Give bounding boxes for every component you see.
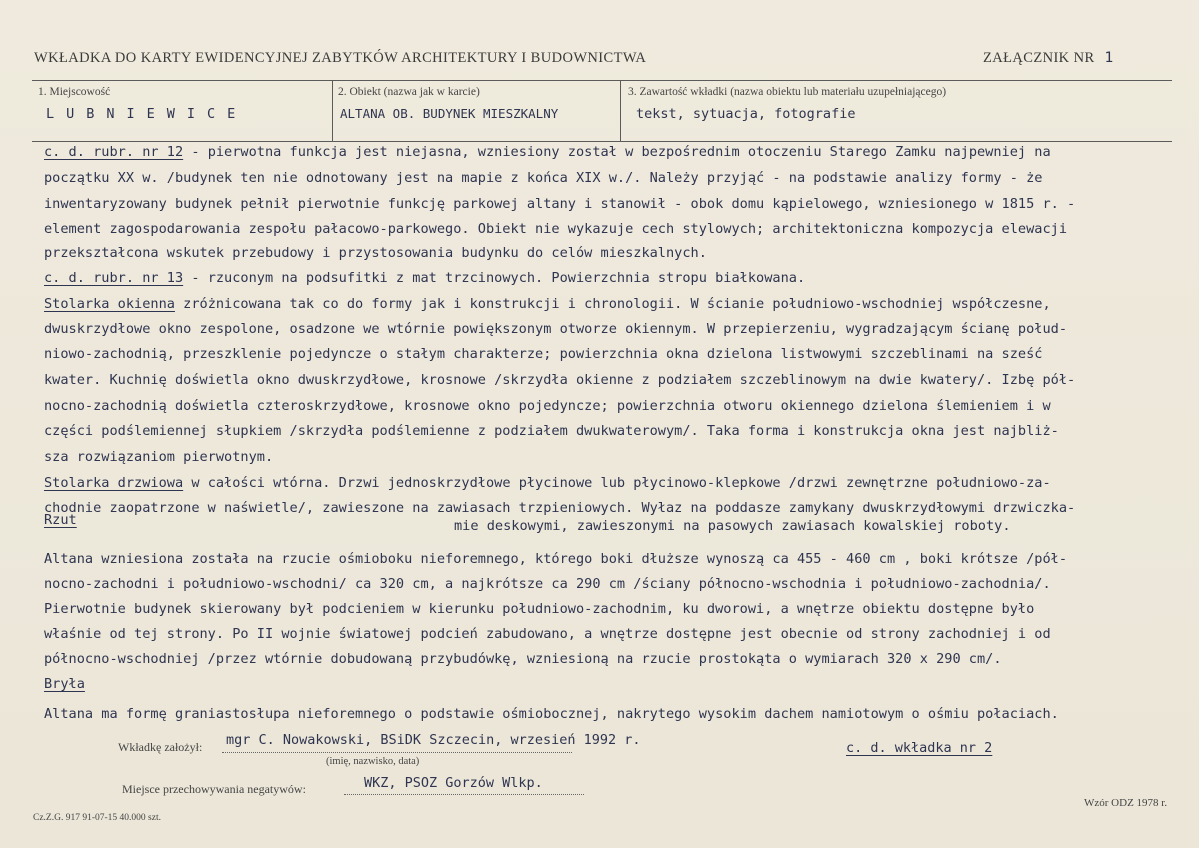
text-line: północno-wschodniej /przez wtórnie dobudowaną przybudówkę, wzniesioną na rzucie prostokąta o wymiarach 320 x 290 cm/. [44, 651, 1002, 667]
divider [332, 80, 333, 142]
text-line: nocno-zachodni i południowo-wschodni/ ca 320 cm, a najkrótsze ca 290 cm /ściany północno-wschodnia i południowo-zachodnia/. [44, 576, 1051, 592]
text-line: element zagospodarowania zespołu pałacowo-parkowego. Obiekt nie wykazuje cech stylowych; architektoniczna kompozycja elewacji [44, 221, 1068, 237]
negatives-value: WKZ, PSOZ Gorzów Wlkp. [364, 775, 543, 791]
negatives-label: Miejsce przechowywania negatywów: [122, 782, 306, 796]
form-code: Wzór ODZ 1978 r. [1084, 797, 1168, 809]
continue-note: c. d. wkładka nr 2 [846, 740, 993, 756]
content-label: 3. Zawartość wkładki (nazwa obiektu lub materiału uzupełniającego) [628, 86, 947, 98]
negatives-line [344, 794, 584, 795]
author-label: Wkładkę założył: [118, 740, 203, 754]
section-heading-text: Rzut [44, 512, 77, 528]
object-value: ALTANA OB. BUDYNEK MIESZKALNY [340, 106, 559, 121]
text-span: - pierwotna funkcja jest niejasna, wzniesiony został w bezpośrednim otoczeniu Starego Zamku najpewniej na [183, 144, 1051, 160]
text-line: mie deskowymi, zawieszonymi na pasowych zawiasach kowalskiej roboty. [454, 518, 1011, 534]
section-heading: c. d. rubr. nr 13 [44, 270, 184, 286]
text-line: początku XX w. /budynek ten nie odnotowany jest na mapie z końca XIX w./. Należy przyjąć - na podstawie analizy formy - że [44, 170, 1043, 186]
text-line: chodnie zaopatrzone w naświetle/, zawieszone na zawiasach trzpieniowych. Wyłaz na poddasze zamykany dwuskrzydłowymi drzwiczka- [44, 500, 1076, 516]
section-heading: Stolarka drzwiowa [44, 475, 184, 491]
author-hint: (imię, nazwisko, data) [326, 756, 420, 767]
print-code: Cz.Z.G. 917 91-07-15 40.000 szt. [33, 813, 161, 823]
section-heading: Stolarka okienna [44, 296, 175, 312]
text-span: - rzuconym na podsufitki z mat trzcinowych. Powierzchnia stropu białkowana. [183, 270, 806, 286]
place-label: 1. Miejscowość [38, 86, 111, 98]
annex-label: ZAŁĄCZNIK NR [983, 50, 1095, 66]
text-span: zróżnicowana tak co do formy jak i konstrukcji i chronologii. W ścianie południowo-wschodniej współczesne, [174, 296, 1051, 312]
form-title: WKŁADKA DO KARTY EWIDENCYJNEJ ZABYTKÓW ARCHITEKTURY I BUDOWNICTWA [34, 50, 647, 66]
author-line [222, 752, 572, 753]
content-value: tekst, sytuacja, fotografie [636, 106, 856, 122]
text-line [44, 475, 1051, 491]
text-line: Altana ma formę graniastosłupa nieforemnego o podstawie ośmiobocznej, nakrytego wysokim dachem namiotowym o ośmiu połaciach. [44, 706, 1059, 722]
annex-header [983, 50, 1114, 67]
section-heading: Bryła [44, 676, 85, 692]
text-line: przekształcona wskutek przebudowy i przystosowania budynku do celów mieszkalnych. [44, 245, 707, 261]
object-label: 2. Obiekt (nazwa jak w karcie) [338, 86, 480, 98]
text-line: dwuskrzydłowe okno zespolone, osadzone we wtórnie powiększonym otworze okiennym. W przepierzeniu, wygradzającym ścianę połud- [44, 321, 1068, 337]
divider [620, 80, 621, 142]
text-line: sza rozwiązaniom pierwotnym. [44, 449, 274, 465]
text-line [44, 296, 1051, 312]
text-line: Altana wzniesiona została na rzucie ośmioboku nieforemnego, którego boki dłuższe wynoszą ca 455 - 460 cm , boki krótsze /pół- [44, 551, 1068, 567]
section-heading [44, 512, 77, 528]
section-heading: c. d. rubr. nr 12 [44, 144, 184, 160]
text-line: kwater. Kuchnię doświetla okno dwuskrzydłowe, krosnowe /skrzydła okienne z podziałem szczeblinowym na dwie kwatery/. Izbę pół- [44, 372, 1076, 388]
text-line [44, 144, 1051, 160]
place-value: LUBNIEWICE [46, 106, 248, 122]
text-span: w całości wtórna. Drzwi jednoskrzydłowe płycinowe lub płycinowo-klepkowe /drzwi zewnętrzne południowo-za- [183, 475, 1051, 491]
annex-number: 1 [1104, 50, 1114, 66]
author-value: mgr C. Nowakowski, BSiDK Szczecin, wrzesień 1992 r. [226, 732, 641, 748]
text-line: Pierwotnie budynek skierowany był podcieniem w kierunku południowo-zachodnim, ku dworowi, a wnętrze obiektu dostępne było [44, 601, 1035, 617]
text-line: nocno-zachodnią doświetla czteroskrzydłowe, krosnowe okno pojedyncze; powierzchnia otworu okiennego dzielona ślemieniem i w [44, 398, 1051, 414]
text-line: inwentaryzowany budynek pełnił pierwotnie funkcję parkowej altany i stanowił - obok domu kąpielowego, wzniesionego w 1815 r. - [44, 196, 1076, 212]
text-line: niowo-zachodnią, przeszklenie pojedyncze o stałym charakterze; powierzchnia okna dzielona listwowymi szczeblinami na sześć [44, 346, 1043, 362]
text-line [44, 270, 805, 286]
text-line: części podślemiennej słupkiem /skrzydła podślemienne z podziałem dwukwaterowym/. Taka forma i konstrukcja okna jest najbliż- [44, 423, 1059, 439]
text-line: właśnie od tej strony. Po II wojnie światowej podcień zabudowano, a wnętrze dostępne jest obecnie od strony zachodniej i od [44, 626, 1051, 642]
